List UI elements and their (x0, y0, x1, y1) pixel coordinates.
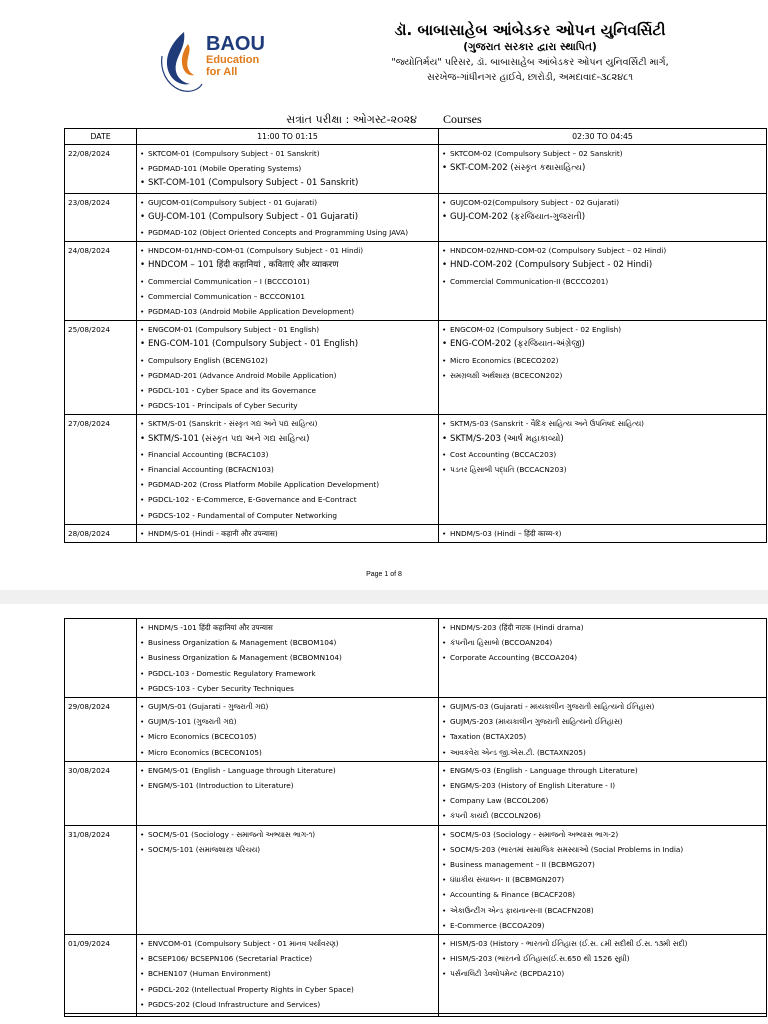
subject-item: • HNDM/S-03 (Hindi – हिंदी काव्य-१) (442, 526, 763, 541)
subject-item: • કંપની કાયદો (BCCOLN206) (442, 808, 763, 823)
subject-item: • આવકવેરા એન્ડ જી.એસ.ટી. (BCTAXN205) (442, 745, 763, 760)
subject-item: • PGDCS-102 - Fundamental of Computer Networking (140, 508, 435, 523)
exam-date: 24/08/2024 (65, 242, 137, 321)
exam-date (65, 619, 137, 698)
subject-item: • Business Organization & Management (BCBOM104) (140, 635, 435, 650)
afternoon-slot-cell (439, 825, 767, 934)
subject-item: • Micro Economics (BCECO105) (140, 729, 435, 744)
morning-slot-cell (137, 193, 439, 242)
subject-item: • SOCM/S-03 (Sociology - સમાજનો અભ્યાસ ભાગ-2) (442, 827, 763, 842)
subject-item: • HNDCOM – 101 हिंदी कहानियां , कविताएं और व्याकरण (140, 258, 435, 273)
subject-item: • PGDCL-103 - Domestic Regulatory Framework (140, 666, 435, 681)
logo-tagline-2: for All (206, 66, 238, 78)
schedule-table-page-1 (64, 128, 767, 543)
subject-item: • BCHEN107 (Human Environment) (140, 966, 435, 981)
table-row (65, 1014, 767, 1017)
university-name: ડૉ. બાબાસાહેબ આંબેડકર ઓપન યુનિવર્સિટી (394, 21, 666, 39)
subject-item: • પર્સનાલિટી ડેવલોપમેન્ટ (BCPDA210) (442, 966, 763, 981)
table-row (65, 698, 767, 762)
subject-item: • Company Law (BCCOL206) (442, 793, 763, 808)
subject-item: • HISM/S-203 (ભારતનો ઈતિહાસ(ઈ.સ.650 થી 1526 સુધી) (442, 951, 763, 966)
address-line-2: સરખેજ-ગાંધીનગર હાઈવે, છારોડી, અમદાવાદ-૩૮૨૪૮૧ (426, 72, 633, 83)
column-header-slot-1: 11:00 TO 01:15 (137, 129, 439, 145)
baou-logo (154, 26, 272, 100)
subject-item: • GUJCOM-02(Compulsory Subject - 02 Gujarati) (442, 195, 763, 210)
subject-item: • SOCM/S-01 (Sociology - સમાજનો અભ્યાસ ભાગ-૧) (140, 827, 435, 842)
subject-item: • PGDCS-101 - Principals of Cyber Security (140, 398, 435, 413)
subject-item: • ENGM/S-03 (English - Language through Literature) (442, 763, 763, 778)
exam-title (0, 112, 768, 127)
subject-item: • Accounting & Finance (BCACF208) (442, 887, 763, 902)
table-row (65, 935, 767, 1014)
logo-brand: BAOU (206, 33, 265, 55)
exam-courses: Courses (443, 112, 482, 126)
subject-item: • GUJM/S-01 (Gujarati - ગુજરાતી ગદ્ય) (140, 699, 435, 714)
subject-item: • ENGM/S-203 (History of English Literature - I) (442, 778, 763, 793)
table-row (65, 321, 767, 415)
table-row (65, 524, 767, 542)
subject-item: • BCSEP106/ BCSEPN106 (Secretarial Practice) (140, 951, 435, 966)
subject-item: • ENG-COM-101 (Compulsory Subject - 01 English) (140, 337, 435, 352)
subject-item: • ENG-COM-202 (ફરજિયાત-અંગ્રેજી) (442, 337, 763, 352)
table-row (65, 415, 767, 524)
morning-slot-cell (137, 698, 439, 762)
subject-item: • કંપનીના હિસાબો (BCCOAN204) (442, 635, 763, 650)
exam-date: 27/08/2024 (65, 415, 137, 524)
morning-slot-cell (137, 1014, 439, 1017)
subject-item: • Financial Accounting (BCFAC103) (140, 447, 435, 462)
table-row (65, 761, 767, 825)
exam-date: 28/08/2024 (65, 524, 137, 542)
morning-slot-cell (137, 825, 439, 934)
subject-item: • Commercial Communication-II (BCCCO201) (442, 274, 763, 289)
subject-item: • Taxation (BCTAX205) (442, 729, 763, 744)
subject-item: • HNDM/S-01 (Hindi - कहानी और उपन्यास) (140, 526, 435, 541)
subject-item: • એકાઉન્ટીંગ એન્ડ ફાયનાન્સ-II (BCACFN208) (442, 903, 763, 918)
afternoon-slot-cell (439, 415, 767, 524)
subject-item: • ENGM/S-01 (English - Language through Literature) (140, 763, 435, 778)
university-block (320, 20, 740, 85)
column-header-date: DATE (65, 129, 137, 145)
address-line-1: "જ્યોતિર્મય" પરિસર, ડૉ. બાબાસાહેબ આંબેડકર ઓપન યુનિવર્સિટી માર્ગ, (391, 57, 669, 68)
subject-item: • Financial Accounting (BCFACN103) (140, 462, 435, 477)
letterhead (150, 20, 750, 112)
subject-item: • Cost Accounting (BCCAC203) (442, 447, 763, 462)
schedule-table-page-2 (64, 618, 767, 1017)
subject-item: • PGDCL-101 - Cyber Space and its Governance (140, 383, 435, 398)
subject-item: • PGDCL-102 - E-Commerce, E-Governance and E-Contract (140, 492, 435, 507)
exam-date: 25/08/2024 (65, 321, 137, 415)
subject-item: • PGDMAD-202 (Cross Platform Mobile Application Development) (140, 477, 435, 492)
subject-item: • Micro Economics (BCECO202) (442, 353, 763, 368)
afternoon-slot-cell (439, 193, 767, 242)
subject-item: • ENVCOM-01 (Compulsory Subject - 01 માનવ પર્યાવરણ) (140, 936, 435, 951)
subject-item: • SKTCOM-02 (Compulsory Subject – 02 Sanskrit) (442, 146, 763, 161)
exam-date: 22/08/2024 (65, 145, 137, 194)
afternoon-slot-cell (439, 321, 767, 415)
exam-date: 23/08/2024 (65, 193, 137, 242)
subject-item: • Compulsory English (BCENG102) (140, 353, 435, 368)
afternoon-slot-cell (439, 524, 767, 542)
subject-item: • PGDCS-202 (Cloud Infrastructure and Services) (140, 997, 435, 1012)
subject-item: • Business management – II (BCBMG207) (442, 857, 763, 872)
subject-item: • HISM/S-03 (History - ભારતનો ઈતિહાસ (ઈ.સ. ૮મી સદીથી ઈ.સ. ૧૩મી સદી) (442, 936, 763, 951)
subject-item: • PGDMAD-201 (Advance Android Mobile Application) (140, 368, 435, 383)
subject-item: • GUJM/S-03 (Gujarati - મધ્યકાલીન ગુજરાતી સાહિત્યનો ઈતિહાસ) (442, 699, 763, 714)
page-number: Page 1 of 8 (366, 571, 402, 578)
subject-item: • ધંધાકીય સંચાલન- II (BCBMGN207) (442, 872, 763, 887)
subject-item: • Business Organization & Management (BCBOMN104) (140, 650, 435, 665)
subject-item: • PGDMAD-101 (Mobile Operating Systems) (140, 161, 435, 176)
morning-slot-cell (137, 935, 439, 1014)
subject-item: • Micro Economics (BCECON105) (140, 745, 435, 760)
afternoon-slot-cell (439, 935, 767, 1014)
exam-date (65, 1014, 137, 1017)
morning-slot-cell (137, 145, 439, 194)
exam-date: 29/08/2024 (65, 698, 137, 762)
subject-item: • ENGM/S-101 (Introduction to Literature) (140, 778, 435, 793)
afternoon-slot-cell (439, 242, 767, 321)
morning-slot-cell (137, 619, 439, 698)
morning-slot-cell (137, 761, 439, 825)
subject-item: • SKTM/S-203 (આર્ષ મહાકાવ્યો) (442, 432, 763, 447)
subject-item: • Commercial Communication – BCCCON101 (140, 289, 435, 304)
subject-item: • E-Commerce (BCCOA209) (442, 918, 763, 933)
university-subtitle: (ગુજરાત સરકાર દ્વારા સ્થાપિત) (463, 41, 597, 53)
morning-slot-cell (137, 415, 439, 524)
subject-item: • Commercial Communication – I (BCCCO101) (140, 274, 435, 289)
exam-date: 30/08/2024 (65, 761, 137, 825)
table-row (65, 193, 767, 242)
exam-name: સત્રાંત પરીક્ષા : ઓગસ્ટ-૨૦૨૪ (286, 113, 418, 126)
afternoon-slot-cell (439, 619, 767, 698)
subject-item: • HNDCOM-01/HND-COM-01 (Compulsory Subject - 01 Hindi) (140, 243, 435, 258)
page-separator (0, 590, 768, 604)
subject-item: • GUJ-COM-101 (Compulsory Subject - 01 Gujarati) (140, 210, 435, 225)
morning-slot-cell (137, 524, 439, 542)
morning-slot-cell (137, 242, 439, 321)
table-row (65, 619, 767, 698)
subject-item: • HNDM/S-203 (हिंदी नाटक (Hindi drama) (442, 620, 763, 635)
subject-item: • HNDM/S -101 हिंदी कहानियां और उपन्यास (140, 620, 435, 635)
afternoon-slot-cell (439, 145, 767, 194)
subject-item: • ENGCOM-02 (Compulsory Subject - 02 English) (442, 322, 763, 337)
table-row (65, 242, 767, 321)
subject-item: • GUJ-COM-202 (ફરજિયાત-ગુજરાતી) (442, 210, 763, 225)
afternoon-slot-cell (439, 698, 767, 762)
afternoon-slot-cell (439, 761, 767, 825)
flame-emblem-icon (154, 26, 204, 100)
afternoon-slot-cell (439, 1014, 767, 1017)
subject-item: • SKT-COM-101 (Compulsory Subject - 01 Sanskrit) (140, 176, 435, 191)
morning-slot-cell (137, 321, 439, 415)
subject-item: • PGDCL-202 (Intellectual Property Rights in Cyber Space) (140, 982, 435, 997)
subject-item: • HNDCOM-02/HND-COM-02 (Compulsory Subject – 02 Hindi) (442, 243, 763, 258)
subject-item: • PGDMAD-103 (Android Mobile Application Development) (140, 304, 435, 319)
subject-item: • SKTM/S-03 (Sanskrit - વૈદિક સાહિત્ય અને ઉપનિષદ સાહિત્ય) (442, 416, 763, 431)
subject-item: • SKT-COM-202 (સંસ્કૃત કથાસાહિત્ય) (442, 161, 763, 176)
subject-item: • HND-COM-202 (Compulsory Subject - 02 Hindi) (442, 258, 763, 273)
logo-tagline-1: Education (206, 54, 260, 66)
subject-item: • SKTCOM-01 (Compulsory Subject - 01 Sanskrit) (140, 146, 435, 161)
subject-item: • SOCM/S-203 (ભારતમાં સામાજિક સમસ્યાઓ (Social Problems in India) (442, 842, 763, 857)
subject-item: • PGDCS-103 - Cyber Security Techniques (140, 681, 435, 696)
page-2 (0, 604, 768, 1024)
column-header-slot-2: 02:30 TO 04:45 (439, 129, 767, 145)
table-header-row (65, 129, 767, 145)
exam-date: 31/08/2024 (65, 825, 137, 934)
table-row (65, 145, 767, 194)
exam-date: 01/09/2024 (65, 935, 137, 1014)
subject-item: • Corporate Accounting (BCCOA204) (442, 650, 763, 665)
subject-item: • PGDMAD-102 (Object Oriented Concepts and Programming Using JAVA) (140, 225, 435, 240)
subject-item: • GUJCOM-01(Compulsory Subject - 01 Gujarati) (140, 195, 435, 210)
subject-item: • SKTM/S-01 (Sanskrit - સંસ્કૃત ગદ્ય અને પદ્ય સાહિત્ય) (140, 416, 435, 431)
table-row (65, 825, 767, 934)
subject-item: • પડતર હિસાબી પદ્ધતિ (BCCACN203) (442, 462, 763, 477)
subject-item: • GUJM/S-203 (મધ્યકાલીન ગુજરાતી સાહિત્યનો ઈતિહાસ) (442, 714, 763, 729)
subject-item: • GUJM/S-101 (ગુજરાતી ગદ્ય) (140, 714, 435, 729)
subject-item: • SKTM/S-101 (સંસ્કૃત પદ્ય અને ગદ્ય સાહિત્ય) (140, 432, 435, 447)
subject-item: • સમગ્રલક્ષી અર્થશાસ્ત્ર (BCECON202) (442, 368, 763, 383)
subject-item: • ENGCOM-01 (Compulsory Subject - 01 English) (140, 322, 435, 337)
subject-item: • SOCM/S-101 (સમાજશાસ્ત્ર પરિચય) (140, 842, 435, 857)
